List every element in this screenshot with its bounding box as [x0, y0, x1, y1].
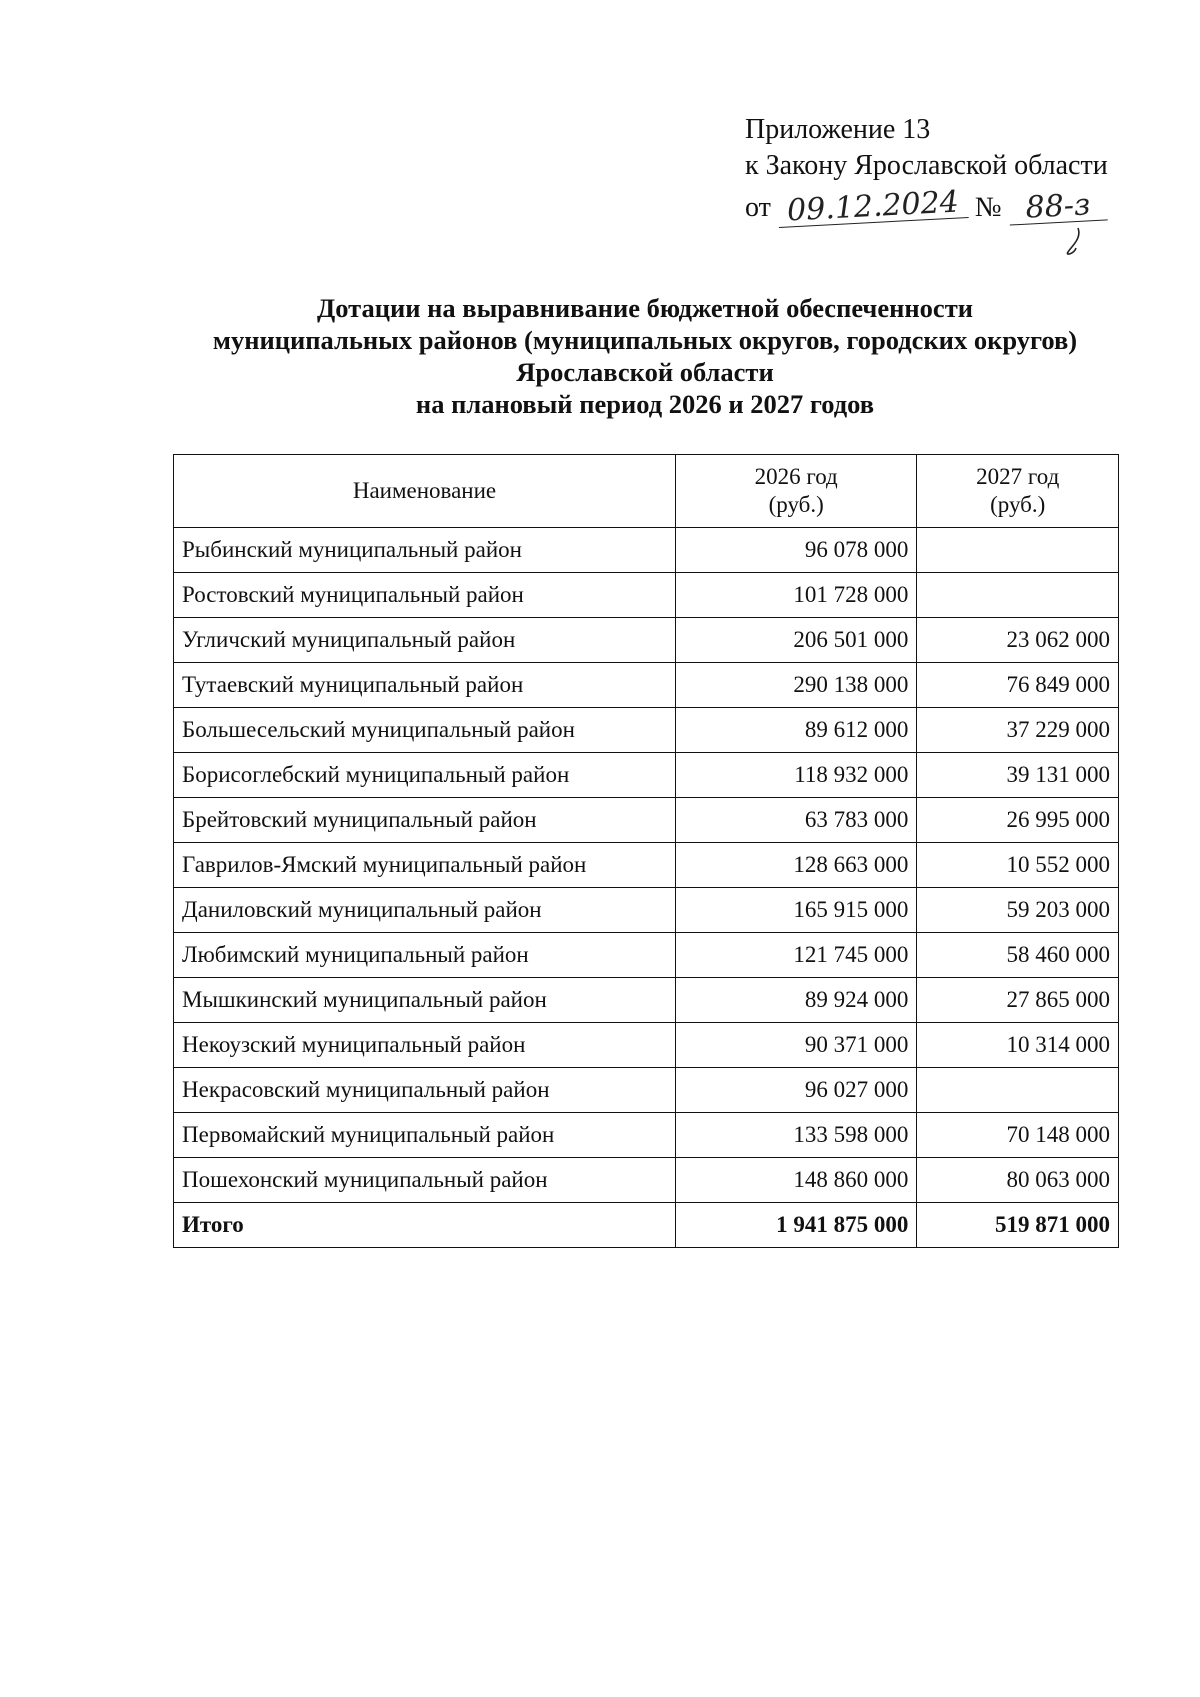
cell-2027: 80 063 000: [917, 1158, 1119, 1203]
header-name-label: Наименование: [352, 478, 497, 503]
cell-2027: 519 871 000: [917, 1203, 1119, 1248]
cell-name: Угличский муниципальный район: [174, 618, 676, 663]
cell-name: Гаврилов-Ямский муниципальный район: [174, 843, 676, 888]
appendix-header: [745, 112, 1108, 229]
table-row: [174, 1023, 1119, 1068]
cell-name: Любимский муниципальный район: [174, 933, 676, 978]
appendix-number: Приложение 13: [745, 114, 931, 145]
cell-2027: 39 131 000: [917, 753, 1119, 798]
cell-2026: 290 138 000: [675, 663, 916, 708]
cell-2027: 76 849 000: [917, 663, 1119, 708]
cell-name: Рыбинский муниципальный район: [174, 528, 676, 573]
title-line-4: на плановый период 2026 и 2027 годов: [415, 389, 875, 419]
table-row: [174, 573, 1119, 618]
handwritten-stroke-icon: [1060, 226, 1090, 256]
cell-name: Первомайский муниципальный район: [174, 1113, 676, 1158]
table-body: [174, 528, 1119, 1248]
cell-name: Некоузский муниципальный район: [174, 1023, 676, 1068]
cell-2027: 58 460 000: [917, 933, 1119, 978]
header-name: [174, 455, 676, 528]
cell-name: Ростовский муниципальный район: [174, 573, 676, 618]
cell-2026: 63 783 000: [675, 798, 916, 843]
cell-name: Большесельский муниципальный район: [174, 708, 676, 753]
table-row: [174, 1158, 1119, 1203]
cell-name: Борисоглебский муниципальный район: [174, 753, 676, 798]
appendix-law-reference: к Закону Ярославской области: [745, 150, 1108, 181]
cell-2026: 101 728 000: [675, 573, 916, 618]
table-row: [174, 933, 1119, 978]
cell-2026: 148 860 000: [675, 1158, 916, 1203]
number-label: №: [974, 192, 1002, 223]
table-row: [174, 843, 1119, 888]
cell-name: Некрасовский муниципальный район: [174, 1068, 676, 1113]
table-row: [174, 1113, 1119, 1158]
table-row: [174, 798, 1119, 843]
header-2026-unit: (руб.): [768, 492, 824, 517]
cell-name: Мышкинский муниципальный район: [174, 978, 676, 1023]
cell-name: Итого: [174, 1203, 676, 1248]
cell-2026: 89 924 000: [675, 978, 916, 1023]
cell-2027: 10 552 000: [917, 843, 1119, 888]
title-line-2: муниципальных районов (муниципальных округов, городских округов): [212, 325, 1078, 355]
table-row: [174, 663, 1119, 708]
cell-2027: 27 865 000: [917, 978, 1119, 1023]
cell-2027: [917, 573, 1119, 618]
header-2026: [675, 455, 916, 528]
cell-2027: 10 314 000: [917, 1023, 1119, 1068]
cell-2026: 118 932 000: [675, 753, 916, 798]
cell-2026: 133 598 000: [675, 1113, 916, 1158]
header-2027-year: 2027 год: [976, 464, 1060, 489]
table-row: [174, 888, 1119, 933]
cell-2026: 206 501 000: [675, 618, 916, 663]
cell-2027: [917, 528, 1119, 573]
cell-2026: 89 612 000: [675, 708, 916, 753]
appendix-date-line: [745, 184, 1108, 229]
cell-2027: 37 229 000: [917, 708, 1119, 753]
table-row: [174, 708, 1119, 753]
cell-2026: 96 027 000: [675, 1068, 916, 1113]
total-row: [174, 1203, 1119, 1248]
cell-2026: 1 941 875 000: [675, 1203, 916, 1248]
subsidies-table: [173, 454, 1119, 1248]
cell-2027: 70 148 000: [917, 1113, 1119, 1158]
cell-2026: 121 745 000: [675, 933, 916, 978]
cell-name: Брейтовский муниципальный район: [174, 798, 676, 843]
header-2027: [917, 455, 1119, 528]
cell-2027: 23 062 000: [917, 618, 1119, 663]
table-row: [174, 618, 1119, 663]
cell-name: Тутаевский муниципальный район: [174, 663, 676, 708]
table-header-row: [174, 455, 1119, 528]
table-row: [174, 528, 1119, 573]
document-title: [140, 292, 1150, 420]
cell-name: Даниловский муниципальный район: [174, 888, 676, 933]
cell-2027: [917, 1068, 1119, 1113]
cell-2026: 165 915 000: [675, 888, 916, 933]
cell-2027: 59 203 000: [917, 888, 1119, 933]
table-row: [174, 1068, 1119, 1113]
table-row: [174, 978, 1119, 1023]
handwritten-date: 09.12.2024: [777, 187, 968, 228]
cell-2026: 96 078 000: [675, 528, 916, 573]
cell-2026: 128 663 000: [675, 843, 916, 888]
cell-name: Пошехонский муниципальный район: [174, 1158, 676, 1203]
cell-2027: 26 995 000: [917, 798, 1119, 843]
title-line-3: Ярославской области: [516, 357, 774, 387]
header-2026-year: 2026 год: [754, 464, 838, 489]
header-2027-unit: (руб.): [990, 492, 1046, 517]
handwritten-number: 88-з: [1008, 189, 1107, 225]
cell-2026: 90 371 000: [675, 1023, 916, 1068]
from-label: от: [745, 192, 771, 223]
title-line-1: Дотации на выравнивание бюджетной обеспеченности: [317, 293, 973, 323]
table-row: [174, 753, 1119, 798]
